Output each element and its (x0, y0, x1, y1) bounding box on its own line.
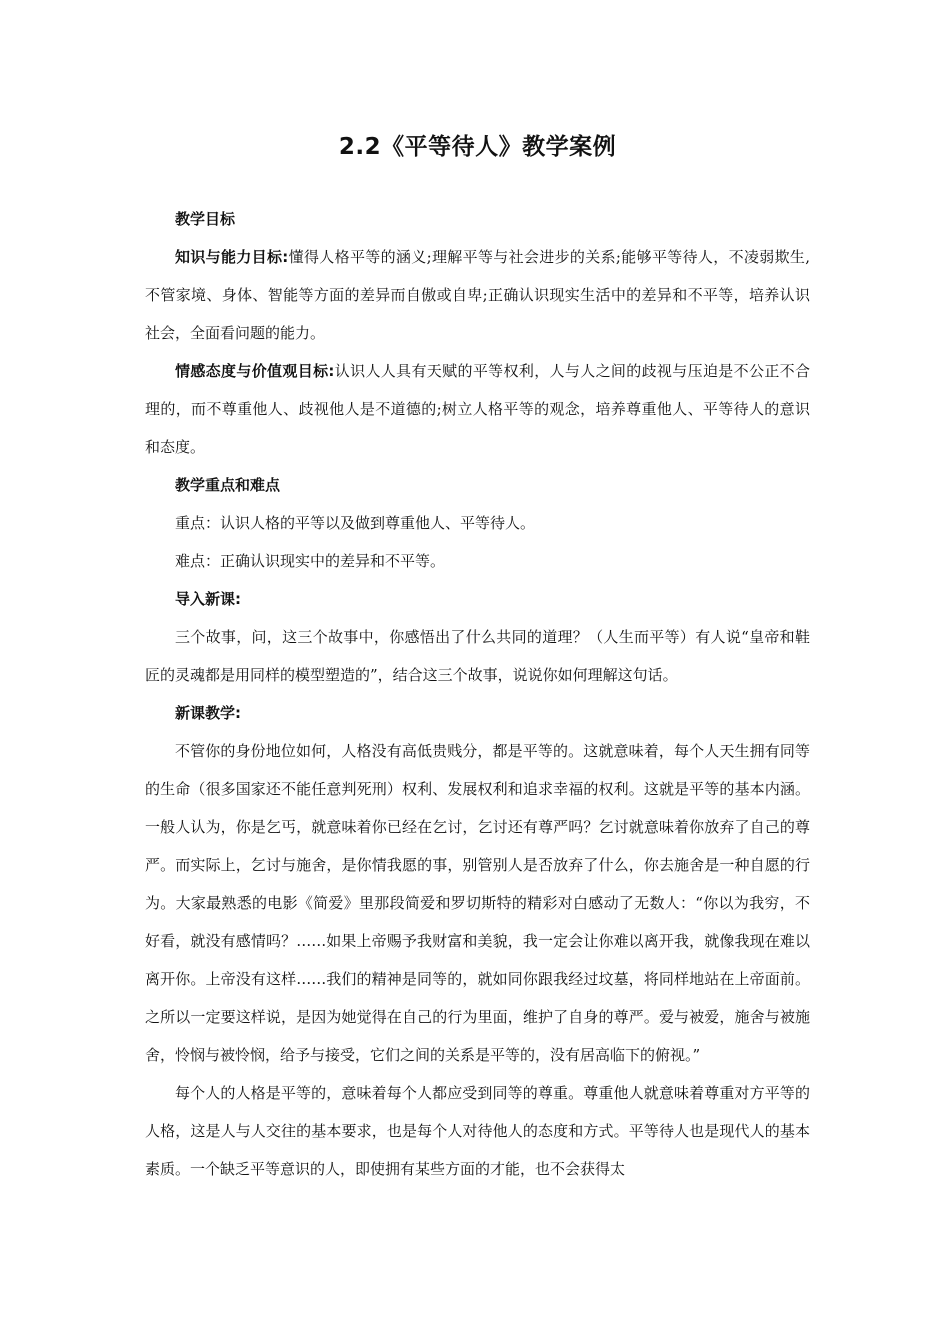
document-title: 2.2《平等待人》教学案例 (338, 134, 617, 160)
emotion-objective-text: 认识人人具有天赋的平等权利，人与人之间的歧视与压迫是不公正不合理的，而不尊重他人、歧视他人是不道德的;树立人格平等的观念，培养尊重他人、平等待人的意识和态度。 (145, 362, 810, 456)
emotion-objective-paragraph (145, 352, 810, 466)
difficult-point-paragraph: 难点：正确认识现实中的差异和不平等。 (175, 552, 446, 570)
new-lesson-heading: 新课教学: (175, 704, 241, 722)
key-point-paragraph: 重点：认识人格的平等以及做到尊重他人、平等待人。 (175, 514, 536, 532)
new-lesson-paragraph-2: 每个人的人格是平等的，意味着每个人都应受到同等的尊重。尊重他人就意味着尊重对方平等的人格，这是人与人交往的基本要求，也是每个人对待他人的态度和方式。平等待人也是现代人的基本素质。一个缺乏平等意识的人，即使拥有某些方面的才能，也不会获得太 (145, 1084, 810, 1178)
key-difficult-heading: 教学重点和难点 (175, 476, 281, 494)
knowledge-objective-text: 懂得人格平等的涵义;理解平等与社会进步的关系;能够平等待人，不凌弱欺生,不管家境、身体、智能等方面的差异而自傲或自卑;正确认识现实生活中的差异和不平等，培养认识社会，全面看问题的能力。 (145, 248, 810, 342)
emotion-objective-label: 情感态度与价值观目标: (175, 362, 335, 380)
knowledge-objective-label: 知识与能力目标: (175, 248, 289, 266)
objectives-heading: 教学目标 (175, 210, 236, 228)
intro-heading: 导入新课: (175, 590, 241, 608)
knowledge-objective-paragraph (145, 238, 810, 352)
intro-paragraph: 三个故事，问，这三个故事中，你感悟出了什么共同的道理？（人生而平等）有人说“皇帝和鞋匠的灵魂都是用同样的模型塑造的”，结合这三个故事，说说你如何理解这句话。 (145, 628, 810, 684)
new-lesson-paragraph-1: 不管你的身份地位如何，人格没有高低贵贱分，都是平等的。这就意味着，每个人天生拥有同等的生命（很多国家还不能任意判死刑）权利、发展权利和追求幸福的权利。这就是平等的基本内涵。一般人认为，你是乞丐，就意味着你已经在乞讨，乞讨还有尊严吗？乞讨就意味着你放弃了自己的尊严。而实际上，乞讨与施舍，是你情我愿的事，别管别人是否放弃了什么，你去施舍是一种自愿的行为。大家最熟悉的电影《简爱》里那段简爱和罗切斯特的精彩对白感动了无数人：“你以为我穷，不好看，就没有感情吗？……如果上帝赐予我财富和美貌，我一定会让你难以离开我，就像我现在难以离开你。上帝没有这样……我们的精神是同等的，就如同你跟我经过坟墓，将同样地站在上帝面前。之所以一定要这样说，是因为她觉得在自己的行为里面，维护了自身的尊严。爱与被爱，施舍与被施舍，怜悯与被怜悯，给予与接受，它们之间的关系是平等的，没有居高临下的俯视。” (145, 742, 810, 1064)
